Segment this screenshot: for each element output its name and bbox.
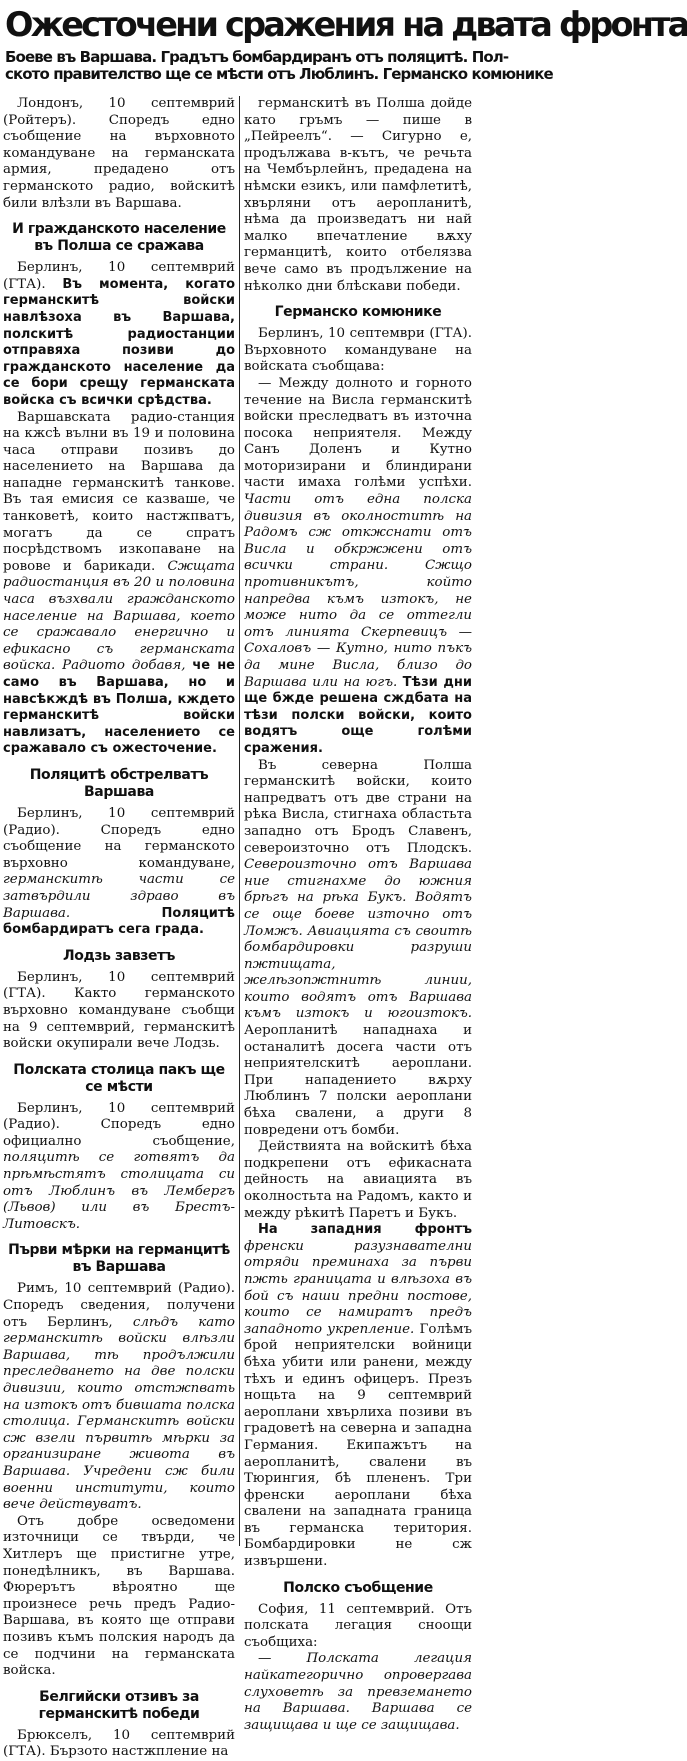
- deck-line: ското правителство ще се мѣсти отъ Люблинъ. Германско комюнике: [5, 65, 553, 83]
- article-shelling: [3, 806, 235, 939]
- body-text: Въ северна Полша германскитѣ войски, които напредватъ отъ две страни на рѣка Висла, стигнаха областьта западно отъ Бродъ Славенъ, североизточно отъ Плодскъ.: [244, 757, 472, 856]
- article-polish-communique: [244, 1602, 472, 1735]
- paragraph: [244, 1651, 472, 1734]
- italic-text: Части отъ една полска дивизия въ околноститѣ на Радомъ сж откжснати отъ Висла и обкржжени отъ всички страни. Сжщо противникътъ, който напредва къмъ изтокъ, не може нито да се оттегли отъ линията Скерпевицъ — Сохаловъ — Кутно, нито пъкъ да мине Висла, близо до Варшава или на югъ.: [244, 492, 472, 690]
- paragraph: [3, 260, 235, 409]
- body-text: Отъ добре осведомени източници се твърди, че Хитлеръ ще пристигне утре, понедѣлникъ, въ Варшава. Фюрерътъ вѣроятно ще произнесе речь предъ Радио-Варшава, въ която ще отправи позивъ къмъ полския народъ да се подчини на германската войска.: [3, 1513, 235, 1679]
- paragraph: [3, 1514, 235, 1680]
- article-belgian-continued: [244, 96, 472, 295]
- deck-subheadline: [5, 48, 553, 83]
- body-text: Действията на войскитѣ бѣха подкрепени отъ ефикасната дейность на авиацията въ околностьта на Радомъ, както и между рѣкитѣ Паретъ и Букъ.: [244, 1139, 472, 1221]
- body-text: Берлинъ, 10 септемврий (Радио). Споредъ едно съобщение на германското върховно командуване,: [3, 805, 235, 871]
- body-text: Голѣмъ брой неприятелски войници бѣха убити или ранени, между тѣхъ и единъ офицеръ. Презъ нощьта на 9 септемврий аероплани хвърлиха позиви въ градоветѣ на северна и западна Германия. Екипажътъ на аеропланитѣ, свалени въ Тюрингия, бѣ плененъ. Три френски аероплани бѣха свалени на западната граница въ германска територия. Бомбардировки не сж извършени.: [244, 1321, 472, 1570]
- section-heading: Лодзь завзетъ: [63, 947, 175, 964]
- body-text: Римъ, 10 септемврий (Радио). Споредъ сведения, получени отъ Берлинъ,: [3, 1281, 235, 1330]
- body-text: Берлинъ, 10 септемврий (ГТА).: [3, 260, 235, 292]
- italic-text: — Полската легация найкатегорично опровергава слуховетѣ за превземането на Варшава. Варшава се защищава и ще се защищава.: [244, 1651, 472, 1733]
- article-german-communique: [244, 326, 472, 1571]
- body-text: германскитѣ въ Полша дойде като гръмъ — пише в „Пейреелъ“. — Сигурно е, продължава в-кътъ, че речьта на Чембърлейнъ, предадена на нѣмски езикъ, или памфлетитѣ, хвърляни отъ аеропланитѣ, нѣма да произведатъ ни най малко впечатление вѫху германцитѣ, които отбелязва вече само въ продължение на нѣколко дни блѣскави победи.: [244, 96, 472, 294]
- italic-text: слѣдъ като германскитѣ войски влѣзли Варшава, тѣ продължили преследването на две полски дивизии, които отстжпвать на изтокъ отъ бившата полска столица. Германскитѣ войски сж взели първитѣ мѣрки за организиране живота въ Варшава. Учредени сж били военни институти, които вече действуватъ.: [3, 1314, 235, 1513]
- deck-line: Боеве въ Варшава. Градътъ бомбардиранъ отъ поляцитѣ. Пол-: [5, 48, 509, 66]
- article-columns: [3, 96, 473, 1760]
- section-heading: Германско комюнике: [274, 304, 442, 321]
- bold-text: Въ момента, когато германскитѣ войски навлѣзоха въ Варшава, полскитѣ радиостанции отправяха позиви до гражданското население да се бори срещу германската войска съ всички срѣдства.: [3, 276, 235, 408]
- italic-text: Сжщата радиостанция въ 20 и половина часа възхвали гражданското население на Варшава, което се сражавало енергично и ефикасно съ германската войска. Радиото добавя,: [3, 558, 235, 674]
- italic-text: френски разузнавателни отряди преминаха за първи пжть границата и влѣзоха въ бой съ наши предни постове, които се намиратъ предъ западното укрепление.: [244, 1238, 472, 1337]
- section-heading: Поляцитѣ обстрелватъ Варшава: [29, 766, 209, 800]
- italic-text: Североизточно отъ Варшава ние стигнахме до южния брѣгъ на рѣка Букъ. Водятъ се още боеве източно отъ Ломжъ. Авиацията съ своитѣ бомбардировки разруши пжтищата, желѣзопжтнитѣ линии, които водятъ отъ Варшава къмъ изтокъ и югоизтокъ.: [244, 857, 472, 1022]
- paragraph: [244, 1222, 472, 1570]
- body-text: — Между долното и горното течение на Висла германскитѣ войски преследватъ въ източна посока неприятеля. Между Санъ Доленъ и Кутно моторизирани и блиндирани части имаха голѣми успѣхи.: [244, 375, 472, 491]
- body-text: Берлинъ, 10 септемврий (Радио). Споредъ едно официално съобщение,: [3, 1100, 235, 1149]
- body-text: Варшавската радио-станция на кжсѣ вълни въ 19 и половина часа отправи позивъ до населението на Варшава да нападне германскитѣ танкове. Въ тая емисия се казваше, че танковетѣ, които настжпватъ, могатъ да се спратъ посрѣдствомъ изкопаване на ровове и барикади.: [3, 409, 235, 574]
- article-first-measures: [3, 1281, 235, 1679]
- section-heading: Полско съобщение: [283, 1579, 433, 1596]
- paragraph: [3, 1728, 235, 1761]
- paragraph: [3, 1281, 235, 1513]
- body-text: София, 11 септемврий. Отъ полската легация сноощи съобщиха:: [244, 1601, 472, 1650]
- article-civilians: [3, 260, 235, 758]
- article-lead: [3, 96, 235, 212]
- paragraph: [3, 806, 235, 939]
- paragraph: [3, 96, 235, 212]
- body-text: Берлинъ, 10 септемврий (ГТА). Както германското върховно командуване съобщи на 9 септемврий, германскитѣ войски окупирали вече Лодзь.: [3, 969, 235, 1052]
- headline: Ожесточени сражения на двата фронта: [5, 5, 687, 44]
- left-column: [3, 96, 235, 1760]
- section-heading: И гражданското население въ Полша се сражава: [12, 221, 226, 255]
- article-lodz: [3, 970, 235, 1053]
- body-text: Берлинъ, 10 септември (ГТА). Върховното командуване на войската съобщава:: [244, 326, 472, 375]
- paragraph: [3, 410, 235, 758]
- paragraph: [3, 970, 235, 1053]
- right-column: [244, 96, 473, 1733]
- paragraph: [244, 758, 472, 1140]
- bold-text: че не само въ Варшава, но и навсѣкждѣ въ Полша, кждето германскитѣ войски навлизатъ, населението се сражавало съ ожесточение.: [3, 658, 235, 757]
- article-capital: [3, 1101, 235, 1234]
- section-heading: Първи мѣрки на германцитѣ въ Варшава: [8, 1242, 230, 1276]
- body-text: Аеропланитѣ нападнаха и останалитѣ досега части отъ неприятелскитѣ аероплани. При нападението вѫрху Люблинъ 7 полски аероплани бѣха свалени, а други 8 повредени отъ бомби.: [244, 1023, 472, 1138]
- column-divider: [239, 96, 240, 1546]
- article-belgian: [3, 1728, 235, 1761]
- italic-text: германскитѣ части се затвърдили здраво въ Варшава.: [3, 872, 235, 921]
- paragraph: [244, 376, 472, 758]
- newspaper-page: [3, 3, 687, 1760]
- section-heading: Белгийски отзивъ за германскитѣ победи: [38, 1688, 200, 1722]
- body-text: Брюкселъ, 10 септемврий (ГТА). Бързото настжпление на: [3, 1727, 235, 1760]
- paragraph: [244, 1602, 472, 1652]
- paragraph: [244, 96, 472, 295]
- paragraph: [3, 1101, 235, 1234]
- paragraph: [244, 1139, 472, 1222]
- bold-text: Тѣзи дни ще бжде решена сждбата на тѣзи полски войски, които водятъ още голѣми сражения.: [244, 674, 473, 756]
- bold-text: Поляцитѣ бомбардиратъ сега града.: [3, 905, 235, 938]
- body-text: Лондонъ, 10 септемврий (Ройтеръ). Споредъ едно съобщение на върховното командуване на германската армия, предадено отъ германското радио, войскитѣ били влѣзли въ Варшава.: [3, 96, 235, 211]
- bold-text: На западния фронтъ: [258, 1222, 472, 1238]
- section-heading: Полската столица пакъ ще се мѣсти: [13, 1061, 225, 1095]
- paragraph: [244, 326, 472, 376]
- italic-text: поляцитѣ се готвятъ да прѣмѣстятъ столицата си отъ Люблинъ въ Лембергъ (Львов) или въ Брестъ-Литовскъ.: [3, 1150, 235, 1232]
